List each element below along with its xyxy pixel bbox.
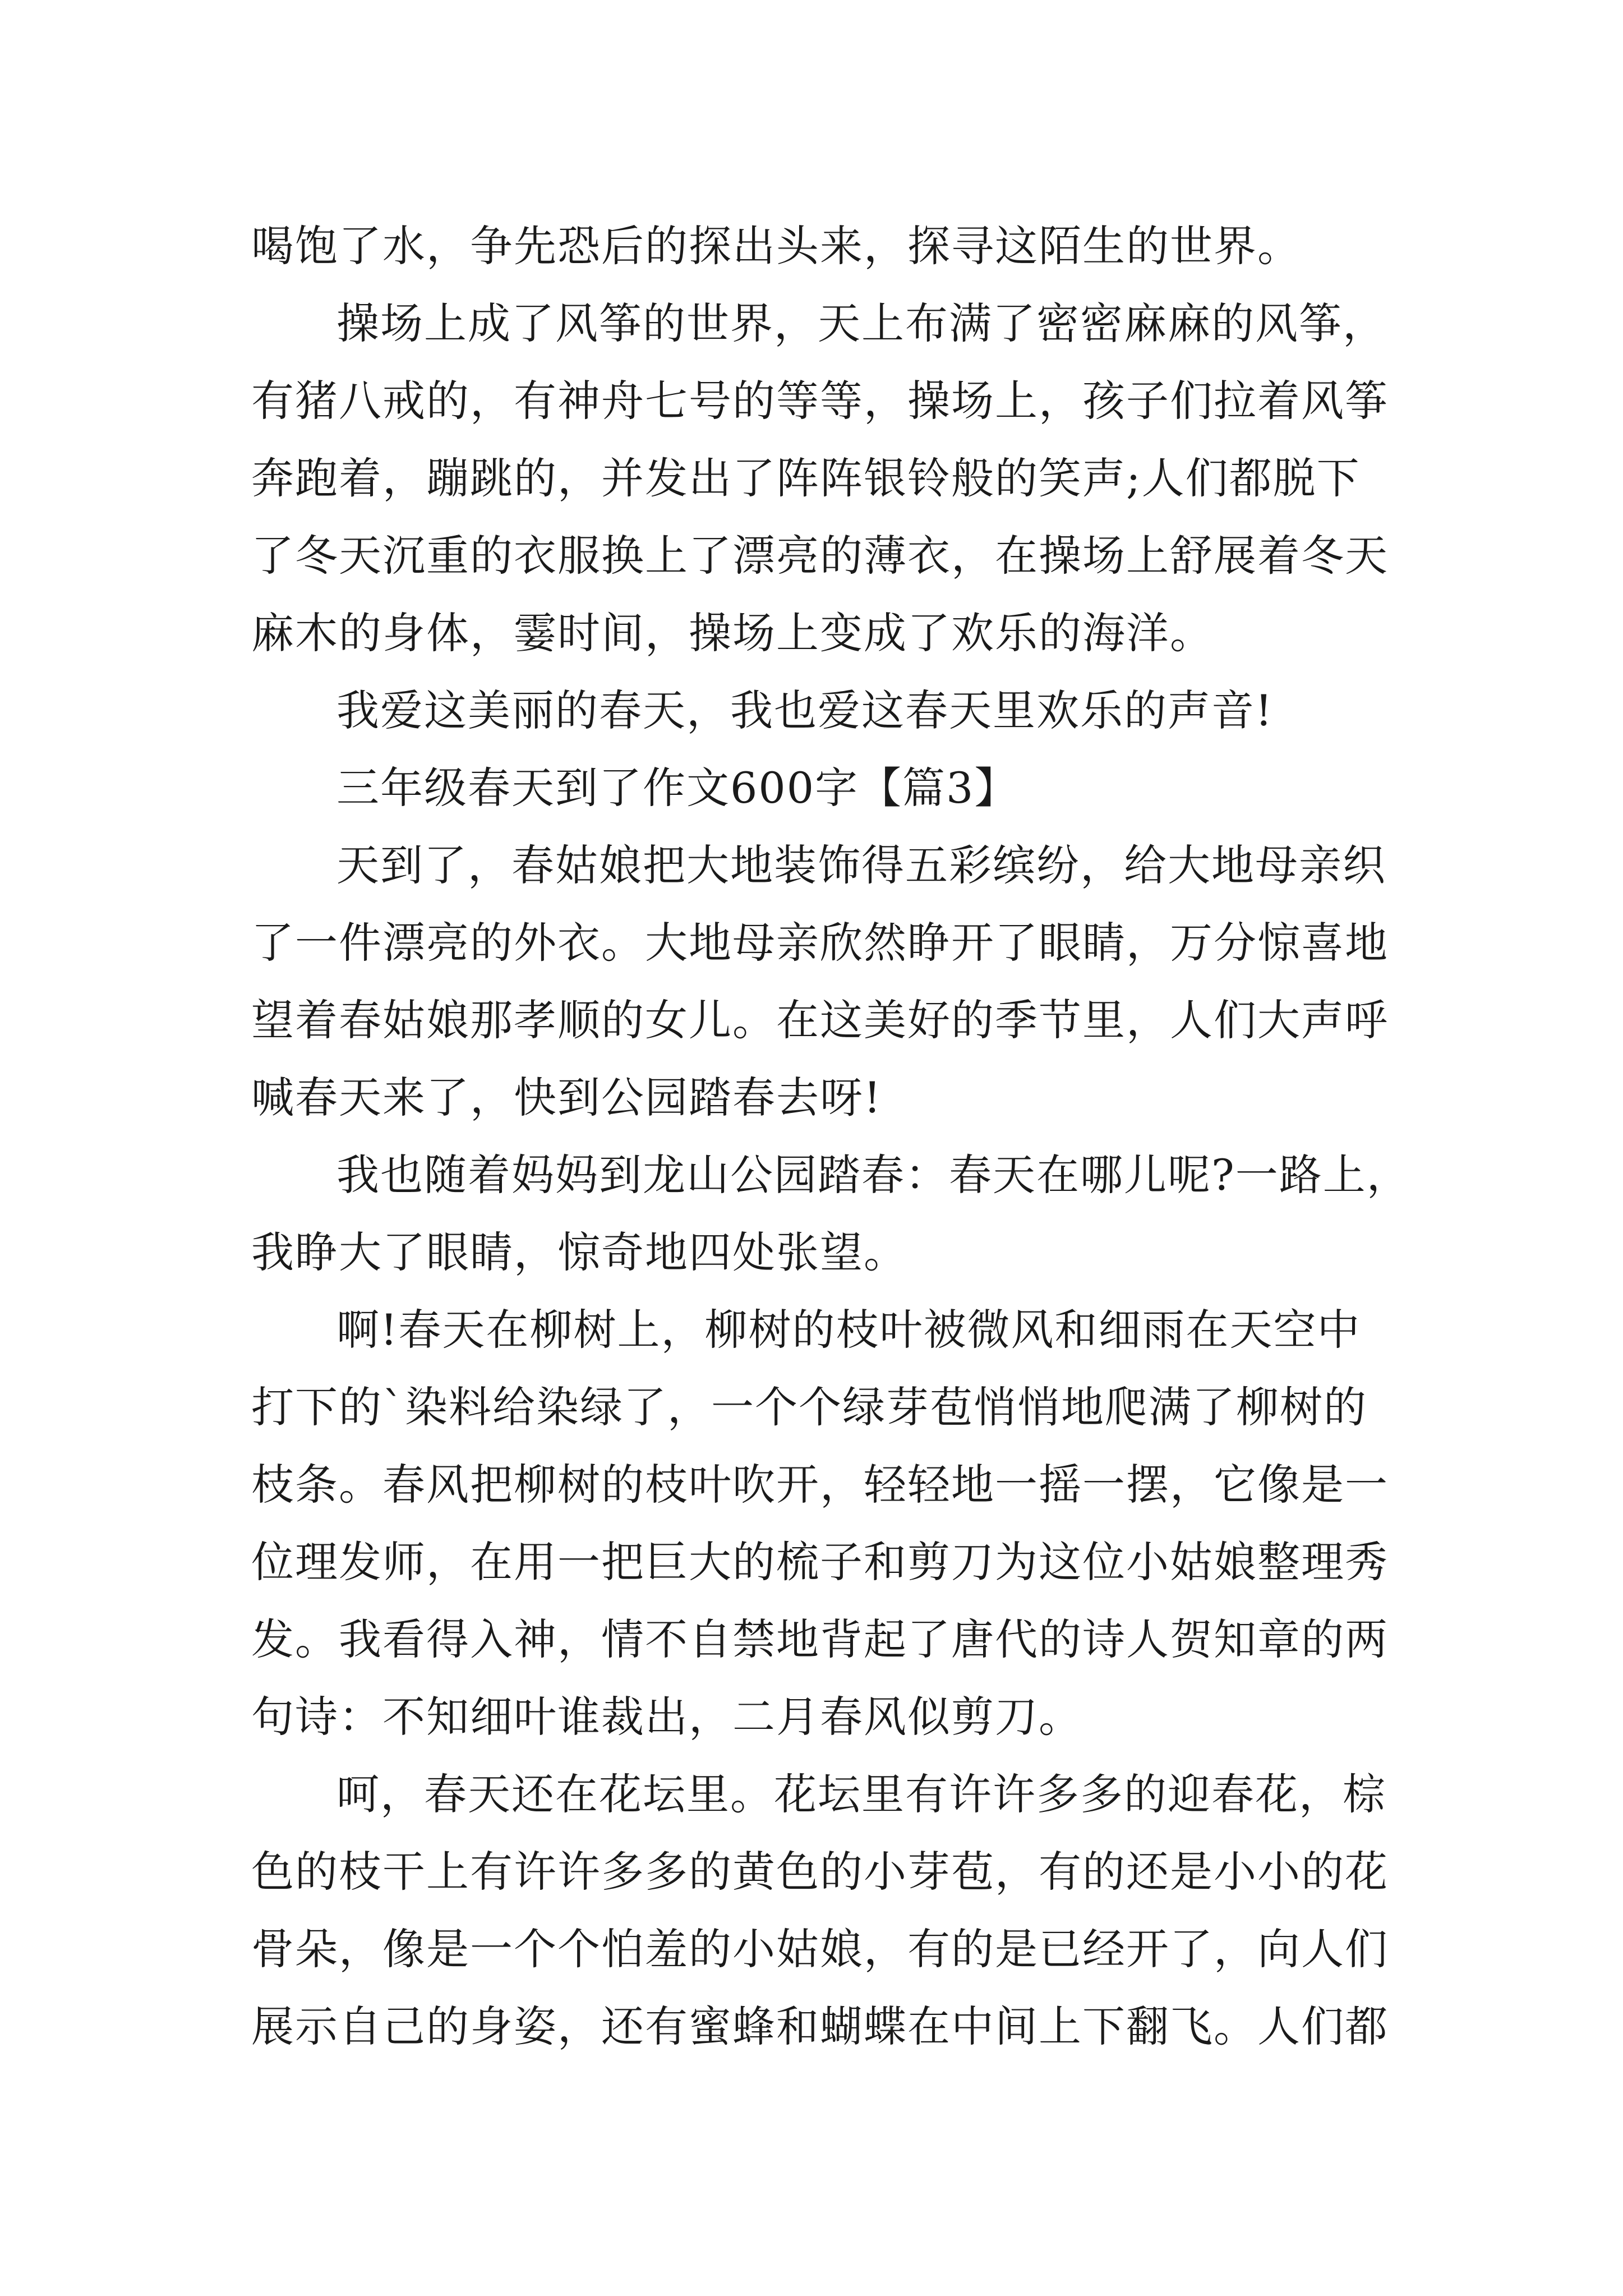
text-line: 奔跑着，蹦跳的，并发出了阵阵银铃般的笑声;人们都脱下 <box>251 453 1361 503</box>
text-line: 喊春天来了，快到公园踏春去呀! <box>251 1073 882 1122</box>
text-line: 有猪八戒的，有神舟七号的等等，操场上，孩子们拉着风筝 <box>251 376 1389 426</box>
text-line: 展示自己的身姿，还有蜜蜂和蝴蝶在中间上下翻飞。人们都 <box>251 2001 1389 2051</box>
text-line: 位理发师，在用一把巨大的梳子和剪刀为这位小姑娘整理秀 <box>251 1537 1389 1587</box>
text-line: 呵，春天还在花坛里。花坛里有许许多多的迎春花，棕 <box>336 1769 1386 1819</box>
text-line: 打下的`染料给染绿了，一个个绿芽苞悄悄地爬满了柳树的 <box>251 1382 1367 1432</box>
document-body <box>251 208 1410 2065</box>
text-line: 喝饱了水，争先恐后的探出头来，探寻这陌生的世界。 <box>251 221 1301 271</box>
text-line: 枝条。春风把柳树的枝叶吹开，轻轻地一摇一摆，它像是一 <box>251 1460 1389 1510</box>
text-line: 色的枝干上有许许多多的黄色的小芽苞，有的还是小小的花 <box>251 1847 1389 1897</box>
text-line: 麻木的身体，霎时间，操场上变成了欢乐的海洋。 <box>251 608 1214 658</box>
text-line: 了一件漂亮的外衣。大地母亲欣然睁开了眼睛，万分惊喜地 <box>251 918 1389 968</box>
text-line: 了冬天沉重的衣服换上了漂亮的薄衣，在操场上舒展着冬天 <box>251 531 1389 581</box>
text-line: 我睁大了眼睛，惊奇地四处张望。 <box>251 1227 907 1277</box>
text-line: 我也随着妈妈到龙山公园踏春：春天在哪儿呢?一路上， <box>336 1150 1410 1200</box>
text-line: 骨朵，像是一个个怕羞的小姑娘，有的是已经开了，向人们 <box>251 1924 1389 1974</box>
text-line: 啊!春天在柳树上，柳树的枝叶被微风和细雨在天空中 <box>336 1305 1361 1355</box>
text-line: 天到了，春姑娘把大地装饰得五彩缤纷，给大地母亲织 <box>336 840 1386 890</box>
text-line: 望着春姑娘那孝顺的女儿。在这美好的季节里，人们大声呼 <box>251 995 1389 1045</box>
text-line: 发。我看得入神，情不自禁地背起了唐代的诗人贺知章的两 <box>251 1614 1389 1664</box>
section-heading: 三年级春天到了作文600字【篇3】 <box>336 763 1018 813</box>
text-line: 我爱这美丽的春天，我也爱这春天里欢乐的声音! <box>336 685 1274 735</box>
text-line: 句诗：不知细叶谁裁出，二月春风似剪刀。 <box>251 1692 1082 1742</box>
text-line: 操场上成了风筝的世界，天上布满了密密麻麻的风筝， <box>336 298 1386 348</box>
